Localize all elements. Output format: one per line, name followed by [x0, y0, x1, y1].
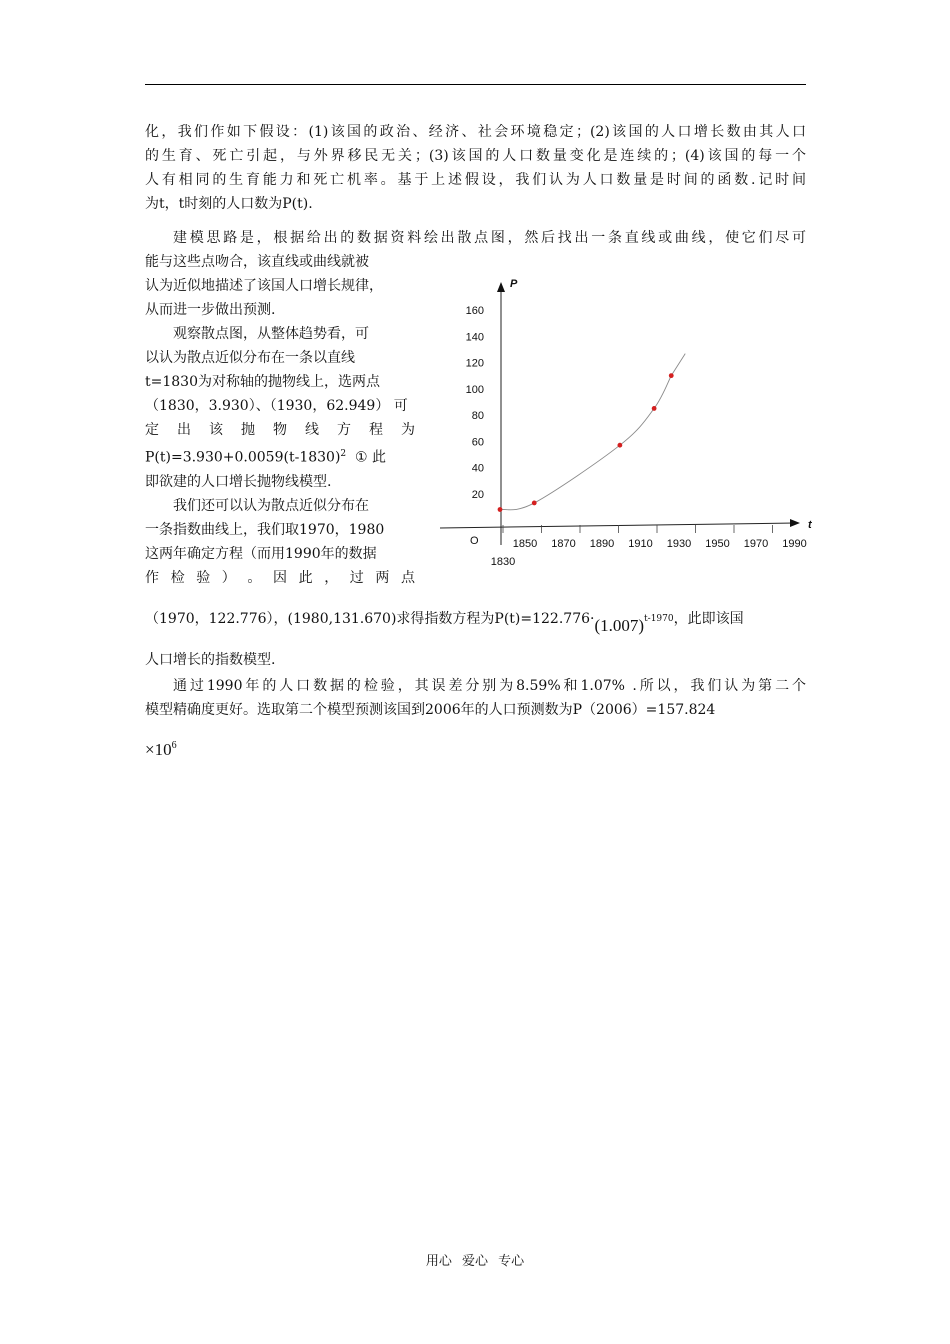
- left-line: 这两年确定方程（而用1990年的数据: [145, 545, 377, 562]
- page-footer: 用心 爱心 专心: [425, 1254, 525, 1269]
- exp-line2: 人口增长的指数模型.: [145, 652, 276, 668]
- exp-text-before: （1970，122.776），(1980,131.670)求得指数方程为P(t)=122.776·: [145, 611, 595, 627]
- x-axis-arrow: [790, 519, 800, 527]
- times-ten-exponent: 6: [171, 740, 177, 751]
- y-axis-arrow: [497, 282, 505, 292]
- exp-base: (1.007): [594, 616, 645, 635]
- parabola-formula-line: [145, 442, 415, 470]
- left-line: 以认为散点近似分布在一条以直线: [145, 350, 355, 366]
- x-tick-label: 1850: [512, 538, 538, 550]
- x-tick-label: 1890: [589, 538, 615, 550]
- x-tick-label: 1930: [666, 538, 692, 550]
- exp-text-after: ，此即该国: [673, 611, 744, 627]
- y-tick-label: 100: [465, 383, 484, 396]
- para4-line2: 模型精确度更好。选取第二个模型预测该国到2006年的人口预测数为P（2006）=157.824: [145, 702, 716, 718]
- header-rule: [145, 84, 806, 85]
- y-tick-label: 120: [465, 357, 484, 370]
- x-tick-label-extra: 1830: [490, 556, 516, 568]
- para1-line2: 的生育、死亡引起，与外界移民无关；(3)该国的人口数量变化是连续的；(4)该国的每一个: [145, 148, 806, 164]
- left-line: 一条指数曲线上，我们取1970，1980: [145, 521, 385, 538]
- x-axis-line: [440, 523, 795, 528]
- scatter-chart: [440, 270, 820, 580]
- left-line: t=1830为对称轴的抛物线上，选两点: [145, 374, 380, 390]
- exp-formula-line: [145, 604, 806, 635]
- data-point: [617, 443, 622, 448]
- y-tick-label: 20: [471, 488, 484, 501]
- left-line: 作 检 验 ） 。 因 此 ， 过 两 点: [145, 569, 415, 586]
- y-axis-label: P: [510, 278, 518, 290]
- x-tick-label: 1950: [705, 538, 730, 550]
- left-line: 我们还可以认为散点近似分布在: [173, 497, 369, 514]
- origin-label: O: [470, 535, 479, 547]
- data-point: [498, 507, 503, 512]
- y-tick-label: 140: [465, 331, 484, 344]
- left-line: （1830，3.930）、（1930，62.949） 可: [145, 398, 408, 414]
- para1-line1: 化，我们作如下假设：(1)该国的政治、经济、社会环境稳定；(2)该国的人口增长数由其人口: [145, 124, 806, 140]
- data-point: [652, 406, 657, 411]
- exp-power: t-1970: [644, 614, 674, 624]
- times-ten-power: [145, 740, 177, 760]
- times-ten: ×10: [145, 740, 172, 759]
- x-tick-label: 1990: [782, 538, 807, 550]
- left-line: 即欲建的人口增长抛物线模型.: [145, 473, 332, 490]
- para2-line1: 建模思路是，根据给出的数据资料绘出散点图，然后找出一条直线或曲线，使它们尽可: [173, 230, 806, 246]
- data-point: [669, 373, 674, 378]
- y-tick-label: 80: [471, 410, 484, 422]
- left-line: 认为近似地描述了该国人口增长规律，: [145, 278, 383, 294]
- x-tick-label: 1870: [551, 538, 576, 550]
- x-tick-label: 1910: [628, 538, 653, 550]
- left-line: 能与这些点吻合，该直线或曲线就被: [145, 254, 369, 270]
- left-line: 观察散点图，从整体趋势看，可: [173, 326, 369, 342]
- para1-line4: 为t，t时刻的人口数为P(t).: [145, 196, 313, 212]
- fit-curve: [500, 354, 685, 510]
- y-tick-label: 160: [465, 305, 484, 317]
- parabola-exponent: 2: [340, 449, 347, 459]
- x-axis-label: t: [808, 519, 812, 531]
- left-column-text: [145, 250, 415, 590]
- left-line: 从而进一步做出预测.: [145, 302, 276, 318]
- parabola-formula: P(t)=3.930+0.0059(t-1830): [145, 449, 341, 466]
- x-tick-label: 1970: [743, 538, 769, 550]
- para1-line3: 人有相同的生育能力和死亡机率。基于上述假设，我们认为人口数量是时间的函数.记时间: [145, 172, 806, 188]
- data-point: [532, 501, 537, 506]
- parabola-tail: ① 此: [355, 449, 387, 466]
- para4-line1: 通过1990年的人口数据的检验，其误差分别为8.59%和1.07% .所以，我们认为第二个: [173, 678, 806, 694]
- left-line: 定 出 该 抛 物 线 方 程 为: [145, 422, 415, 438]
- y-tick-label: 40: [471, 462, 484, 475]
- y-tick-label: 60: [471, 436, 484, 449]
